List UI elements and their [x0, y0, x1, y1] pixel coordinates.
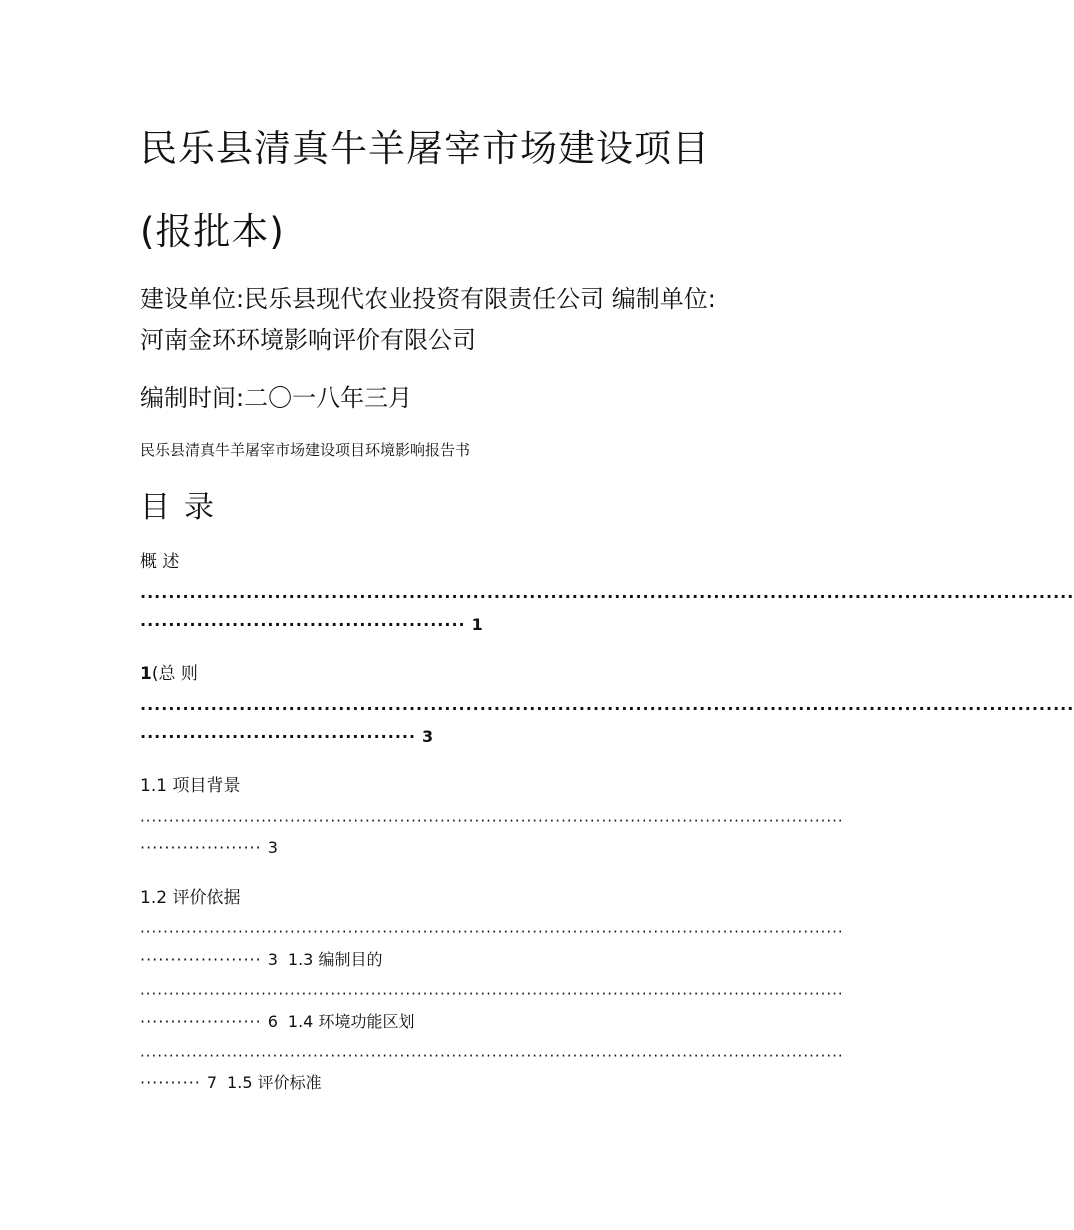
toc-entry-page: 3 [267, 838, 278, 857]
date-line: 编制时间:二〇一八年三月 [140, 384, 413, 412]
toc-entry-label: 1.4 环境功能区划 [287, 1012, 415, 1031]
toc-entry-label: 1.5 评价标准 [227, 1073, 322, 1092]
toc-entry-page: 1 [471, 615, 483, 634]
builder-line: 建设单位:民乐县现代农业投资有限责任公司 编制单位: [140, 285, 716, 313]
toc-entry-label [140, 663, 198, 685]
toc-leader-dots: ···································································································································· [140, 699, 1074, 718]
toc-leader-dots: ·························································································································· [140, 923, 844, 941]
toc-entry-page-line: ······································· 3 [140, 727, 434, 746]
toc-entry-page-line: ···················· 6 1.4 环境功能区划 [140, 1012, 415, 1031]
report-name: 民乐县清真牛羊屠宰市场建设项目环境影响报告书 [140, 441, 471, 459]
toc-leader-dots: ·························································································································· [140, 812, 844, 830]
toc-heading: 目录 [140, 490, 228, 525]
toc-entry-page-line: ·············································· 1 [140, 615, 483, 634]
document-title: 民乐县清真牛羊屠宰市场建设项目 [140, 127, 710, 170]
toc-entry-text: (总 则 [151, 664, 198, 684]
document-subtitle: (报批本) [140, 210, 285, 253]
toc-leader-dots: ·························································································································· [140, 985, 844, 1003]
compiler-line: 河南金环环境影响评价有限公司 [140, 326, 476, 354]
toc-entry-label: 1.2 评价依据 [140, 888, 241, 908]
toc-entry-label: 1.3 编制目的 [287, 950, 383, 969]
toc-entry-page: 6 [267, 1012, 278, 1031]
toc-entry-page: 7 [206, 1073, 218, 1092]
toc-entry-page-line: ·········· 7 1.5 评价标准 [140, 1073, 322, 1092]
toc-entry-label: 概 述 [140, 552, 180, 572]
toc-entry-page: 3 [267, 950, 278, 969]
toc-leader-dots: ·························································································································· [140, 1047, 844, 1065]
toc-entry-number: 1 [140, 664, 152, 684]
toc-entry-label: 1.1 项目背景 [140, 776, 241, 796]
toc-entry-page-line: ···················· 3 1.3 编制目的 [140, 950, 383, 969]
toc-entry-page: 3 [422, 727, 434, 746]
toc-leader-dots: ···································································································································· [140, 587, 1074, 606]
toc-entry-page-line: ···················· 3 [140, 838, 278, 857]
